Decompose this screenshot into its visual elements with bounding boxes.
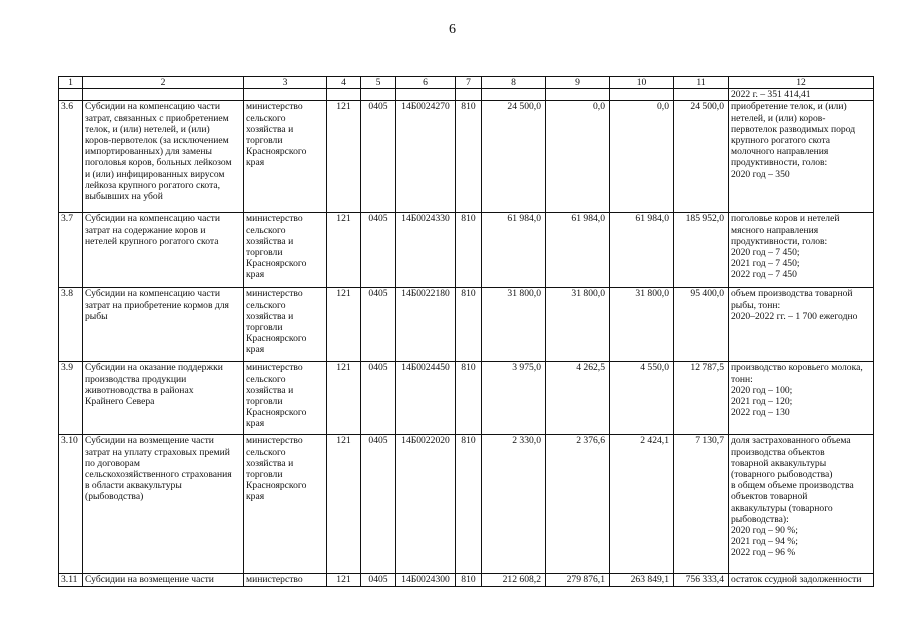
activity-name-line: импортированных) для замены — [85, 146, 212, 158]
grbs-code: 121 — [327, 435, 361, 574]
activity-name-line: (рыбоводства) — [85, 491, 144, 503]
row-number: 3.10 — [59, 435, 83, 574]
responsible-org-line: торговли — [246, 322, 283, 334]
responsible-org-line: края — [246, 491, 265, 503]
responsible-org — [244, 574, 327, 586]
responsible-org — [244, 288, 327, 362]
expected-result-line: мясного направления — [731, 224, 819, 236]
activity-name-line: сельскохозяйственного страхования — [85, 469, 232, 481]
row-number: 3.6 — [59, 101, 83, 213]
cell-empty — [361, 89, 396, 101]
cell-empty — [396, 89, 456, 101]
expected-result-line: поголовье коров и нетелей — [731, 213, 840, 225]
responsible-org-line: края — [246, 157, 265, 169]
csr-code: 14Б0024270 — [396, 101, 456, 213]
responsible-org-line: министерство — [246, 288, 303, 300]
activity-name-line: и (или) инфицированных вирусом — [85, 168, 225, 180]
amount-2020: 31 800,0 — [482, 288, 546, 362]
activity-name-line: затрат на уплату страховых премий — [85, 446, 230, 458]
amount-2021: 279 876,1 — [546, 574, 610, 586]
activity-name-line: Субсидии на оказание поддержки — [85, 362, 223, 374]
expected-result — [729, 101, 874, 213]
amount-total: 95 400,0 — [674, 288, 729, 362]
vr-code: 810 — [456, 574, 482, 586]
expected-result-line: объектов товарной — [731, 491, 808, 503]
continuation-row — [59, 89, 874, 101]
cell-empty — [546, 89, 610, 101]
column-number-header: 7 — [456, 77, 482, 89]
responsible-org-line: министерство — [246, 435, 303, 447]
responsible-org-line: министерство — [246, 362, 303, 374]
vr-code: 810 — [456, 213, 482, 288]
activity-name-line: Субсидии на компенсацию части — [85, 213, 220, 225]
amount-2022: 263 849,1 — [610, 574, 674, 586]
expected-result-line: (товарного рыбоводства) — [731, 469, 833, 481]
activity-name-line: затрат на приобретение кормов для — [85, 299, 229, 311]
program-activities-table — [58, 76, 874, 587]
vr-code: 810 — [456, 288, 482, 362]
column-number-header: 6 — [396, 77, 456, 89]
activity-name-line: выбывших на убой — [85, 191, 163, 203]
activity-name — [83, 362, 244, 435]
table-row — [59, 574, 874, 586]
responsible-org-line: министерство — [246, 213, 303, 225]
responsible-org-line: министерство — [246, 101, 303, 113]
expected-result — [729, 362, 874, 435]
cell-empty — [610, 89, 674, 101]
expected-result — [729, 213, 874, 288]
activity-name-line: производства продукции — [85, 373, 187, 385]
responsible-org-line: торговли — [246, 135, 283, 147]
amount-2020: 61 984,0 — [482, 213, 546, 288]
vr-code: 810 — [456, 435, 482, 574]
expected-result-line: аквакультуры (товарного — [731, 502, 833, 514]
amount-total: 7 130,7 — [674, 435, 729, 574]
amount-2020: 2 330,0 — [482, 435, 546, 574]
cell-empty — [59, 89, 83, 101]
activity-name-line: рыбы — [85, 310, 108, 322]
cell-empty — [482, 89, 546, 101]
activity-name — [83, 213, 244, 288]
grbs-code: 121 — [327, 288, 361, 362]
table-row — [59, 101, 874, 213]
expected-result-line: производства объектов — [731, 446, 825, 458]
column-number-header: 12 — [729, 77, 874, 89]
csr-code: 14Б0022020 — [396, 435, 456, 574]
rzpr-code: 0405 — [361, 362, 396, 435]
expected-result-line: 2020 год – 350 — [731, 168, 790, 180]
column-number-header: 9 — [546, 77, 610, 89]
csr-code: 14Б0024300 — [396, 574, 456, 586]
page-number: 6 — [449, 22, 456, 37]
expected-result-line: объем производства товарной — [731, 288, 853, 300]
responsible-org-line: хозяйства и — [246, 123, 294, 135]
column-number-header: 10 — [610, 77, 674, 89]
activity-name-line: животноводства в районах — [85, 384, 194, 396]
row-number: 3.8 — [59, 288, 83, 362]
expected-result-line: приобретение телок, и (или) — [731, 101, 847, 113]
activity-name-line: телок, и (или) нетелей, и (или) — [85, 123, 210, 135]
row-number: 3.9 — [59, 362, 83, 435]
amount-total: 12 787,5 — [674, 362, 729, 435]
responsible-org-line: хозяйства и — [246, 235, 294, 247]
expected-result-line: 2022 год – 96 % — [731, 547, 796, 559]
responsible-org-line: министерство — [246, 574, 303, 586]
grbs-code: 121 — [327, 213, 361, 288]
expected-result-line: 2022 год – 7 450 — [731, 269, 797, 281]
expected-result-line: 2021 год – 94 %; — [731, 536, 798, 548]
responsible-org-line: Красноярского — [246, 480, 307, 492]
activity-name — [83, 574, 244, 586]
table-row — [59, 288, 874, 362]
responsible-org-line: Красноярского — [246, 333, 307, 345]
cell-empty — [244, 89, 327, 101]
column-number-header: 2 — [83, 77, 244, 89]
activity-name-line: Субсидии на компенсацию части — [85, 288, 220, 300]
responsible-org — [244, 435, 327, 574]
column-number-header: 3 — [244, 77, 327, 89]
column-number-header: 1 — [59, 77, 83, 89]
expected-result-line: 2021 год – 7 450; — [731, 258, 800, 270]
activity-name-line: Субсидии на возмещение части — [85, 435, 214, 447]
expected-result-line: 2020 год – 7 450; — [731, 247, 800, 259]
column-number-header: 4 — [327, 77, 361, 89]
vr-code: 810 — [456, 101, 482, 213]
amount-2021: 0,0 — [546, 101, 610, 213]
expected-result-line: доля застрахованного объема — [731, 435, 851, 447]
activity-name-line: затрат, связанных с приобретением — [85, 112, 229, 124]
activity-name-line: поголовья коров, больных лейкозом — [85, 157, 232, 169]
responsible-org-line: края — [246, 269, 265, 281]
amount-2020: 212 608,2 — [482, 574, 546, 586]
responsible-org-line: торговли — [246, 247, 283, 259]
expected-result-line: 2021 год – 120; — [731, 396, 793, 408]
responsible-org-line: Красноярского — [246, 258, 307, 270]
activity-name-line: Субсидии на возмещение части — [85, 574, 214, 586]
amount-2021: 31 800,0 — [546, 288, 610, 362]
activity-name-line: нетелей крупного рогатого скота — [85, 235, 219, 247]
responsible-org-line: хозяйства и — [246, 457, 294, 469]
expected-result-line: 2020 год – 90 %; — [731, 525, 798, 537]
responsible-org-line: края — [246, 418, 265, 430]
column-number-row — [59, 77, 874, 89]
amount-2021: 4 262,5 — [546, 362, 610, 435]
amount-total: 24 500,0 — [674, 101, 729, 213]
expected-result-line: производство коровьего молока, — [731, 362, 863, 374]
responsible-org-line: Красноярского — [246, 407, 307, 419]
activity-name-line: Субсидии на компенсацию части — [85, 101, 220, 113]
csr-code: 14Б0024450 — [396, 362, 456, 435]
expected-result — [729, 288, 874, 362]
responsible-org-line: хозяйства и — [246, 384, 294, 396]
grbs-code: 121 — [327, 362, 361, 435]
expected-result-line: продуктивности, голов: — [731, 157, 828, 169]
activity-name-line: затрат на содержание коров и — [85, 224, 206, 236]
responsible-org-line: торговли — [246, 396, 283, 408]
rzpr-code: 0405 — [361, 213, 396, 288]
expected-result-line: в общем объеме производства — [731, 480, 854, 492]
amount-2021: 2 376,6 — [546, 435, 610, 574]
expected-result-line: рыбоводства): — [731, 513, 789, 525]
amount-2022: 4 550,0 — [610, 362, 674, 435]
responsible-org-line: Красноярского — [246, 146, 307, 158]
table-row — [59, 213, 874, 288]
rzpr-code: 0405 — [361, 288, 396, 362]
column-number-header: 5 — [361, 77, 396, 89]
activity-name — [83, 435, 244, 574]
expected-result-line: 2020–2022 гг. – 1 700 ежегодно — [731, 310, 858, 322]
responsible-org-line: сельского — [246, 112, 286, 124]
rzpr-code: 0405 — [361, 574, 396, 586]
expected-result — [729, 435, 874, 574]
row-number: 3.7 — [59, 213, 83, 288]
activity-name-line: лейкоза крупного рогатого скота, — [85, 179, 221, 191]
grbs-code: 121 — [327, 101, 361, 213]
responsible-org — [244, 213, 327, 288]
amount-2022: 31 800,0 — [610, 288, 674, 362]
activity-name-line: коров-первотелок (за исключением — [85, 135, 229, 147]
csr-code: 14Б0022180 — [396, 288, 456, 362]
continuation-text: 2022 г. – 351 414,41 — [729, 89, 874, 101]
amount-2022: 2 424,1 — [610, 435, 674, 574]
responsible-org-line: сельского — [246, 224, 286, 236]
activity-name — [83, 101, 244, 213]
amount-2020: 24 500,0 — [482, 101, 546, 213]
responsible-org-line: сельского — [246, 373, 286, 385]
expected-result-line: нетелей, и (или) коров- — [731, 112, 826, 124]
responsible-org-line: сельского — [246, 446, 286, 458]
responsible-org-line: сельского — [246, 299, 286, 311]
responsible-org-line: хозяйства и — [246, 310, 294, 322]
cell-empty — [327, 89, 361, 101]
amount-total: 756 333,4 — [674, 574, 729, 586]
activity-name — [83, 288, 244, 362]
activity-name-line: Крайнего Севера — [85, 396, 155, 408]
amount-2022: 0,0 — [610, 101, 674, 213]
expected-result-line: первотелок разводимых пород — [731, 123, 856, 135]
table-body — [59, 77, 874, 587]
column-number-header: 11 — [674, 77, 729, 89]
expected-result-line: рыбы, тонн: — [731, 299, 781, 311]
rzpr-code: 0405 — [361, 101, 396, 213]
cell-empty — [456, 89, 482, 101]
responsible-org-line: торговли — [246, 469, 283, 481]
activity-name-line: в области аквакультуры — [85, 480, 182, 492]
expected-result-line: крупного рогатого скота — [731, 135, 831, 147]
responsible-org — [244, 362, 327, 435]
responsible-org — [244, 101, 327, 213]
expected-result-line: молочного направления — [731, 146, 829, 158]
table-row — [59, 362, 874, 435]
column-number-header: 8 — [482, 77, 546, 89]
expected-result — [729, 574, 874, 586]
amount-total: 185 952,0 — [674, 213, 729, 288]
amount-2022: 61 984,0 — [610, 213, 674, 288]
amount-2021: 61 984,0 — [546, 213, 610, 288]
expected-result-line: продуктивности, голов: — [731, 235, 828, 247]
vr-code: 810 — [456, 362, 482, 435]
activity-name-line: по договорам — [85, 457, 140, 469]
amount-2020: 3 975,0 — [482, 362, 546, 435]
cell-empty — [83, 89, 244, 101]
responsible-org-line: края — [246, 344, 265, 356]
expected-result-line: тонн: — [731, 373, 753, 385]
rzpr-code: 0405 — [361, 435, 396, 574]
expected-result-line: 2022 год – 130 — [731, 407, 790, 419]
row-number: 3.11 — [59, 574, 83, 586]
csr-code: 14Б0024330 — [396, 213, 456, 288]
expected-result-line: 2020 год – 100; — [731, 384, 793, 396]
expected-result-line: товарной аквакультуры — [731, 457, 827, 469]
grbs-code: 121 — [327, 574, 361, 586]
table-row — [59, 435, 874, 574]
expected-result-line: остаток ссудной задолженности — [731, 574, 862, 586]
cell-empty — [674, 89, 729, 101]
